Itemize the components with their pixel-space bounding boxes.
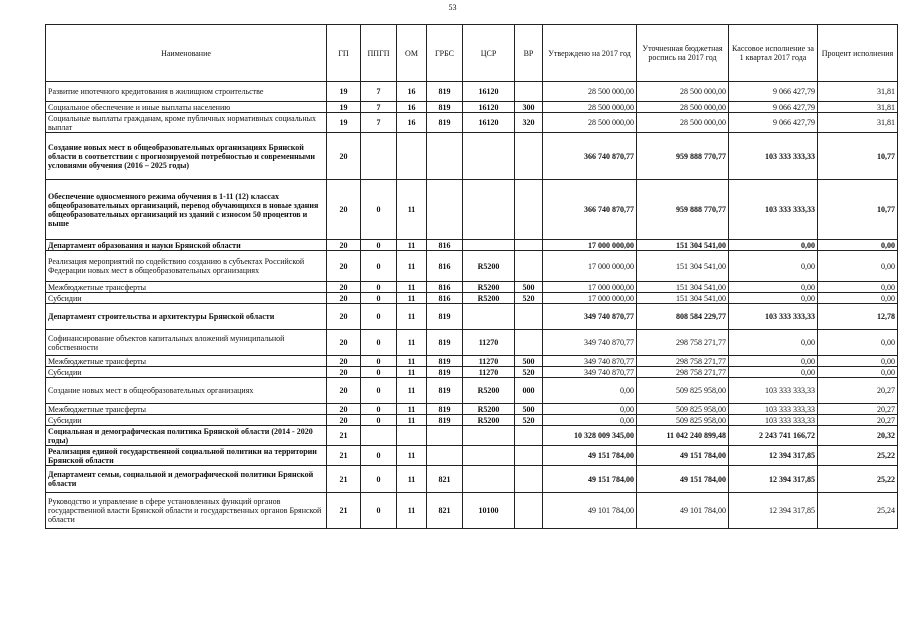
cell-ppgp: 0	[361, 330, 397, 356]
cell-gp: 20	[327, 367, 361, 378]
cell-om: 11	[397, 282, 427, 293]
cell-om	[397, 133, 427, 180]
header-vr: ВР	[515, 25, 543, 82]
cell-approved: 349 740 870,77	[543, 356, 637, 367]
cell-om: 11	[397, 330, 427, 356]
cell-name: Реализация мероприятий по содействию созданию в субъектах Российской Федерации новых мест в общеобразовательных организациях	[46, 251, 327, 282]
cell-refined: 151 304 541,00	[637, 240, 729, 251]
cell-ppgp: 0	[361, 240, 397, 251]
cell-percent: 25,24	[818, 493, 898, 529]
cell-refined: 28 500 000,00	[637, 102, 729, 113]
cell-name: Социальная и демографическая политика Брянской области (2014 - 2020 годы)	[46, 426, 327, 446]
cell-name: Субсидии	[46, 293, 327, 304]
cell-name: Создание новых мест в общеобразовательных организациях Брянской области в соответствии с прогнозируемой потребностью и современными условиями обучения (2016 – 2025 годы)	[46, 133, 327, 180]
cell-cash: 103 333 333,33	[729, 378, 818, 404]
cell-om: 11	[397, 293, 427, 304]
cell-name: Софинансирование объектов капитальных вложений муниципальной собственности	[46, 330, 327, 356]
cell-grbs: 819	[427, 113, 463, 133]
cell-grbs: 821	[427, 493, 463, 529]
table-row	[46, 293, 898, 304]
header-cash: Кассовое исполнение за 1 квартал 2017 года	[729, 25, 818, 82]
cell-vr: 500	[515, 282, 543, 293]
cell-approved: 349 740 870,77	[543, 367, 637, 378]
cell-vr	[515, 133, 543, 180]
cell-csr	[463, 133, 515, 180]
cell-approved: 366 740 870,77	[543, 133, 637, 180]
cell-approved: 0,00	[543, 404, 637, 415]
cell-vr: 000	[515, 378, 543, 404]
cell-approved: 49 101 784,00	[543, 493, 637, 529]
cell-cash: 12 394 317,85	[729, 466, 818, 493]
cell-refined: 49 101 784,00	[637, 493, 729, 529]
page-number: 53	[448, 3, 457, 12]
cell-refined: 49 151 784,00	[637, 466, 729, 493]
cell-grbs: 819	[427, 378, 463, 404]
cell-grbs: 819	[427, 415, 463, 426]
header-gp: ГП	[327, 25, 361, 82]
cell-approved: 0,00	[543, 415, 637, 426]
cell-name: Департамент строительства и архитектуры Брянской области	[46, 304, 327, 330]
cell-om: 11	[397, 180, 427, 240]
cell-approved: 17 000 000,00	[543, 251, 637, 282]
cell-approved: 0,00	[543, 378, 637, 404]
cell-csr: 11270	[463, 356, 515, 367]
cell-vr	[515, 240, 543, 251]
cell-gp: 20	[327, 293, 361, 304]
cell-vr: 300	[515, 102, 543, 113]
cell-refined: 509 825 958,00	[637, 404, 729, 415]
cell-grbs: 821	[427, 466, 463, 493]
cell-ppgp: 0	[361, 404, 397, 415]
cell-gp: 21	[327, 493, 361, 529]
cell-ppgp: 0	[361, 251, 397, 282]
cell-grbs: 819	[427, 356, 463, 367]
cell-om: 11	[397, 304, 427, 330]
cell-om: 11	[397, 446, 427, 466]
cell-percent: 25,22	[818, 466, 898, 493]
cell-refined: 959 888 770,77	[637, 133, 729, 180]
cell-grbs	[427, 133, 463, 180]
cell-name: Межбюджетные трансферты	[46, 282, 327, 293]
cell-approved: 28 500 000,00	[543, 82, 637, 102]
cell-vr	[515, 493, 543, 529]
cell-cash: 9 066 427,79	[729, 102, 818, 113]
cell-gp: 20	[327, 304, 361, 330]
cell-ppgp: 0	[361, 282, 397, 293]
cell-percent: 12,78	[818, 304, 898, 330]
table-row	[46, 446, 898, 466]
cell-csr: 16120	[463, 82, 515, 102]
cell-om: 16	[397, 113, 427, 133]
cell-refined: 28 500 000,00	[637, 113, 729, 133]
cell-gp: 21	[327, 426, 361, 446]
cell-name: Руководство и управление в сфере установленных функций органов государственной власти Брянской области и государственных органов Брянской области	[46, 493, 327, 529]
cell-vr: 520	[515, 367, 543, 378]
cell-vr	[515, 466, 543, 493]
table-row	[46, 404, 898, 415]
cell-approved: 366 740 870,77	[543, 180, 637, 240]
cell-gp: 20	[327, 133, 361, 180]
cell-vr: 500	[515, 356, 543, 367]
header-approved: Утверждено на 2017 год	[543, 25, 637, 82]
cell-name: Межбюджетные трансферты	[46, 356, 327, 367]
cell-csr: R5200	[463, 251, 515, 282]
table-row	[46, 82, 898, 102]
cell-name: Развитие ипотечного кредитования в жилищном строительстве	[46, 82, 327, 102]
cell-csr: 16120	[463, 102, 515, 113]
cell-name: Создание новых мест в общеобразовательных организациях	[46, 378, 327, 404]
table-row	[46, 415, 898, 426]
cell-ppgp: 0	[361, 415, 397, 426]
cell-cash: 103 333 333,33	[729, 304, 818, 330]
cell-percent: 0,00	[818, 356, 898, 367]
table-row	[46, 304, 898, 330]
cell-percent: 25,22	[818, 446, 898, 466]
cell-vr	[515, 426, 543, 446]
cell-cash: 103 333 333,33	[729, 404, 818, 415]
cell-gp: 20	[327, 251, 361, 282]
cell-vr	[515, 446, 543, 466]
cell-refined: 298 758 271,77	[637, 330, 729, 356]
cell-vr: 520	[515, 415, 543, 426]
cell-cash: 12 394 317,85	[729, 446, 818, 466]
header-ppgp: ППГП	[361, 25, 397, 82]
cell-percent: 0,00	[818, 240, 898, 251]
cell-gp: 19	[327, 102, 361, 113]
cell-gp: 21	[327, 446, 361, 466]
cell-percent: 31,81	[818, 82, 898, 102]
cell-gp: 21	[327, 466, 361, 493]
cell-gp: 20	[327, 330, 361, 356]
cell-csr: 11270	[463, 330, 515, 356]
cell-om: 11	[397, 466, 427, 493]
cell-name: Межбюджетные трансферты	[46, 404, 327, 415]
cell-refined: 298 758 271,77	[637, 367, 729, 378]
table-row	[46, 356, 898, 367]
cell-grbs: 819	[427, 304, 463, 330]
cell-cash: 103 333 333,33	[729, 415, 818, 426]
header-grbs: ГРБС	[427, 25, 463, 82]
cell-ppgp	[361, 426, 397, 446]
cell-om: 11	[397, 367, 427, 378]
cell-csr: R5200	[463, 282, 515, 293]
table-row	[46, 493, 898, 529]
cell-approved: 17 000 000,00	[543, 293, 637, 304]
cell-refined: 509 825 958,00	[637, 415, 729, 426]
cell-cash: 2 243 741 166,72	[729, 426, 818, 446]
cell-gp: 20	[327, 356, 361, 367]
cell-om: 11	[397, 415, 427, 426]
cell-ppgp: 0	[361, 466, 397, 493]
cell-cash: 0,00	[729, 251, 818, 282]
header-om: ОМ	[397, 25, 427, 82]
cell-percent: 20,27	[818, 378, 898, 404]
cell-refined: 49 151 784,00	[637, 446, 729, 466]
cell-om: 16	[397, 82, 427, 102]
cell-refined: 298 758 271,77	[637, 356, 729, 367]
cell-grbs: 819	[427, 404, 463, 415]
cell-name: Субсидии	[46, 415, 327, 426]
cell-ppgp: 7	[361, 102, 397, 113]
cell-percent: 20,32	[818, 426, 898, 446]
cell-om: 11	[397, 240, 427, 251]
cell-grbs: 819	[427, 82, 463, 102]
cell-vr: 500	[515, 404, 543, 415]
cell-cash: 0,00	[729, 367, 818, 378]
cell-vr	[515, 251, 543, 282]
cell-om: 11	[397, 404, 427, 415]
cell-cash: 0,00	[729, 330, 818, 356]
cell-gp: 20	[327, 282, 361, 293]
cell-refined: 151 304 541,00	[637, 282, 729, 293]
cell-cash: 0,00	[729, 240, 818, 251]
cell-cash: 9 066 427,79	[729, 82, 818, 102]
cell-ppgp: 0	[361, 446, 397, 466]
table-header-row	[46, 25, 898, 82]
cell-cash: 0,00	[729, 356, 818, 367]
cell-csr	[463, 304, 515, 330]
cell-vr: 320	[515, 113, 543, 133]
cell-csr: 11270	[463, 367, 515, 378]
cell-csr	[463, 426, 515, 446]
cell-gp: 20	[327, 180, 361, 240]
cell-csr: R5200	[463, 415, 515, 426]
cell-vr	[515, 180, 543, 240]
cell-percent: 10,77	[818, 133, 898, 180]
cell-grbs: 816	[427, 282, 463, 293]
cell-ppgp: 0	[361, 378, 397, 404]
cell-om: 11	[397, 356, 427, 367]
table-row	[46, 240, 898, 251]
cell-refined: 959 888 770,77	[637, 180, 729, 240]
cell-csr: 10100	[463, 493, 515, 529]
cell-ppgp: 0	[361, 180, 397, 240]
cell-vr	[515, 304, 543, 330]
table-row	[46, 113, 898, 133]
header-refined: Уточненная бюджетная роспись на 2017 год	[637, 25, 729, 82]
cell-vr	[515, 330, 543, 356]
cell-refined: 808 584 229,77	[637, 304, 729, 330]
cell-csr	[463, 180, 515, 240]
cell-percent: 0,00	[818, 293, 898, 304]
cell-gp: 20	[327, 378, 361, 404]
cell-refined: 151 304 541,00	[637, 251, 729, 282]
cell-percent: 20,27	[818, 415, 898, 426]
cell-cash: 9 066 427,79	[729, 113, 818, 133]
cell-approved: 17 000 000,00	[543, 282, 637, 293]
cell-name: Обеспечение односменного режима обучения в 1-11 (12) классах общеобразовательных организаций, перевод обучающихся в новые здания общеобразовательных организаций из зданий с износом 50 процентов и выше	[46, 180, 327, 240]
cell-gp: 20	[327, 415, 361, 426]
cell-refined: 11 042 240 899,48	[637, 426, 729, 446]
table-row	[46, 133, 898, 180]
cell-approved: 349 740 870,77	[543, 330, 637, 356]
cell-ppgp: 0	[361, 493, 397, 529]
table-row	[46, 180, 898, 240]
cell-om	[397, 426, 427, 446]
header-csr: ЦСР	[463, 25, 515, 82]
cell-gp: 20	[327, 240, 361, 251]
table-row	[46, 367, 898, 378]
table-row	[46, 282, 898, 293]
cell-percent: 0,00	[818, 367, 898, 378]
cell-grbs: 819	[427, 330, 463, 356]
table-row	[46, 330, 898, 356]
table-row	[46, 378, 898, 404]
cell-gp: 19	[327, 113, 361, 133]
cell-approved: 49 151 784,00	[543, 466, 637, 493]
cell-name: Департамент семьи, социальной и демографической политики Брянской области	[46, 466, 327, 493]
table-row	[46, 102, 898, 113]
cell-vr	[515, 82, 543, 102]
cell-refined: 509 825 958,00	[637, 378, 729, 404]
cell-approved: 349 740 870,77	[543, 304, 637, 330]
table-body	[46, 82, 898, 529]
cell-percent: 31,81	[818, 113, 898, 133]
cell-approved: 28 500 000,00	[543, 113, 637, 133]
cell-csr	[463, 240, 515, 251]
cell-grbs	[427, 180, 463, 240]
cell-cash: 103 333 333,33	[729, 133, 818, 180]
cell-om: 11	[397, 378, 427, 404]
cell-csr: R5200	[463, 378, 515, 404]
cell-percent: 10,77	[818, 180, 898, 240]
cell-ppgp: 0	[361, 356, 397, 367]
cell-percent: 0,00	[818, 251, 898, 282]
cell-ppgp: 0	[361, 304, 397, 330]
cell-ppgp: 7	[361, 113, 397, 133]
cell-vr: 520	[515, 293, 543, 304]
cell-grbs: 816	[427, 293, 463, 304]
cell-name: Социальное обеспечение и иные выплаты населению	[46, 102, 327, 113]
cell-name: Департамент образования и науки Брянской области	[46, 240, 327, 251]
table-row	[46, 426, 898, 446]
cell-grbs: 819	[427, 102, 463, 113]
cell-om: 11	[397, 493, 427, 529]
cell-om: 11	[397, 251, 427, 282]
header-name: Наименование	[46, 25, 327, 82]
cell-percent: 0,00	[818, 282, 898, 293]
cell-percent: 31,81	[818, 102, 898, 113]
cell-grbs	[427, 426, 463, 446]
cell-gp: 20	[327, 404, 361, 415]
cell-percent: 20,27	[818, 404, 898, 415]
cell-ppgp: 7	[361, 82, 397, 102]
cell-approved: 17 000 000,00	[543, 240, 637, 251]
cell-csr	[463, 446, 515, 466]
cell-csr: R5200	[463, 293, 515, 304]
cell-cash: 0,00	[729, 282, 818, 293]
cell-name: Социальные выплаты гражданам, кроме публичных нормативных социальных выплат	[46, 113, 327, 133]
table-row	[46, 251, 898, 282]
cell-approved: 28 500 000,00	[543, 102, 637, 113]
cell-approved: 49 151 784,00	[543, 446, 637, 466]
cell-ppgp: 0	[361, 293, 397, 304]
cell-percent: 0,00	[818, 330, 898, 356]
cell-gp: 19	[327, 82, 361, 102]
cell-ppgp: 0	[361, 367, 397, 378]
table-row	[46, 466, 898, 493]
cell-om: 16	[397, 102, 427, 113]
cell-name: Субсидии	[46, 367, 327, 378]
budget-execution-table	[45, 24, 898, 529]
cell-grbs: 816	[427, 251, 463, 282]
cell-refined: 151 304 541,00	[637, 293, 729, 304]
cell-name: Реализация единой государственной социальной политики на территории Брянской области	[46, 446, 327, 466]
header-percent: Процент исполнения	[818, 25, 898, 82]
cell-cash: 12 394 317,85	[729, 493, 818, 529]
cell-csr: 16120	[463, 113, 515, 133]
cell-csr: R5200	[463, 404, 515, 415]
cell-grbs: 819	[427, 367, 463, 378]
cell-grbs: 816	[427, 240, 463, 251]
cell-approved: 10 328 009 345,00	[543, 426, 637, 446]
cell-refined: 28 500 000,00	[637, 82, 729, 102]
cell-ppgp	[361, 133, 397, 180]
cell-cash: 0,00	[729, 293, 818, 304]
cell-grbs	[427, 446, 463, 466]
cell-csr	[463, 466, 515, 493]
cell-cash: 103 333 333,33	[729, 180, 818, 240]
